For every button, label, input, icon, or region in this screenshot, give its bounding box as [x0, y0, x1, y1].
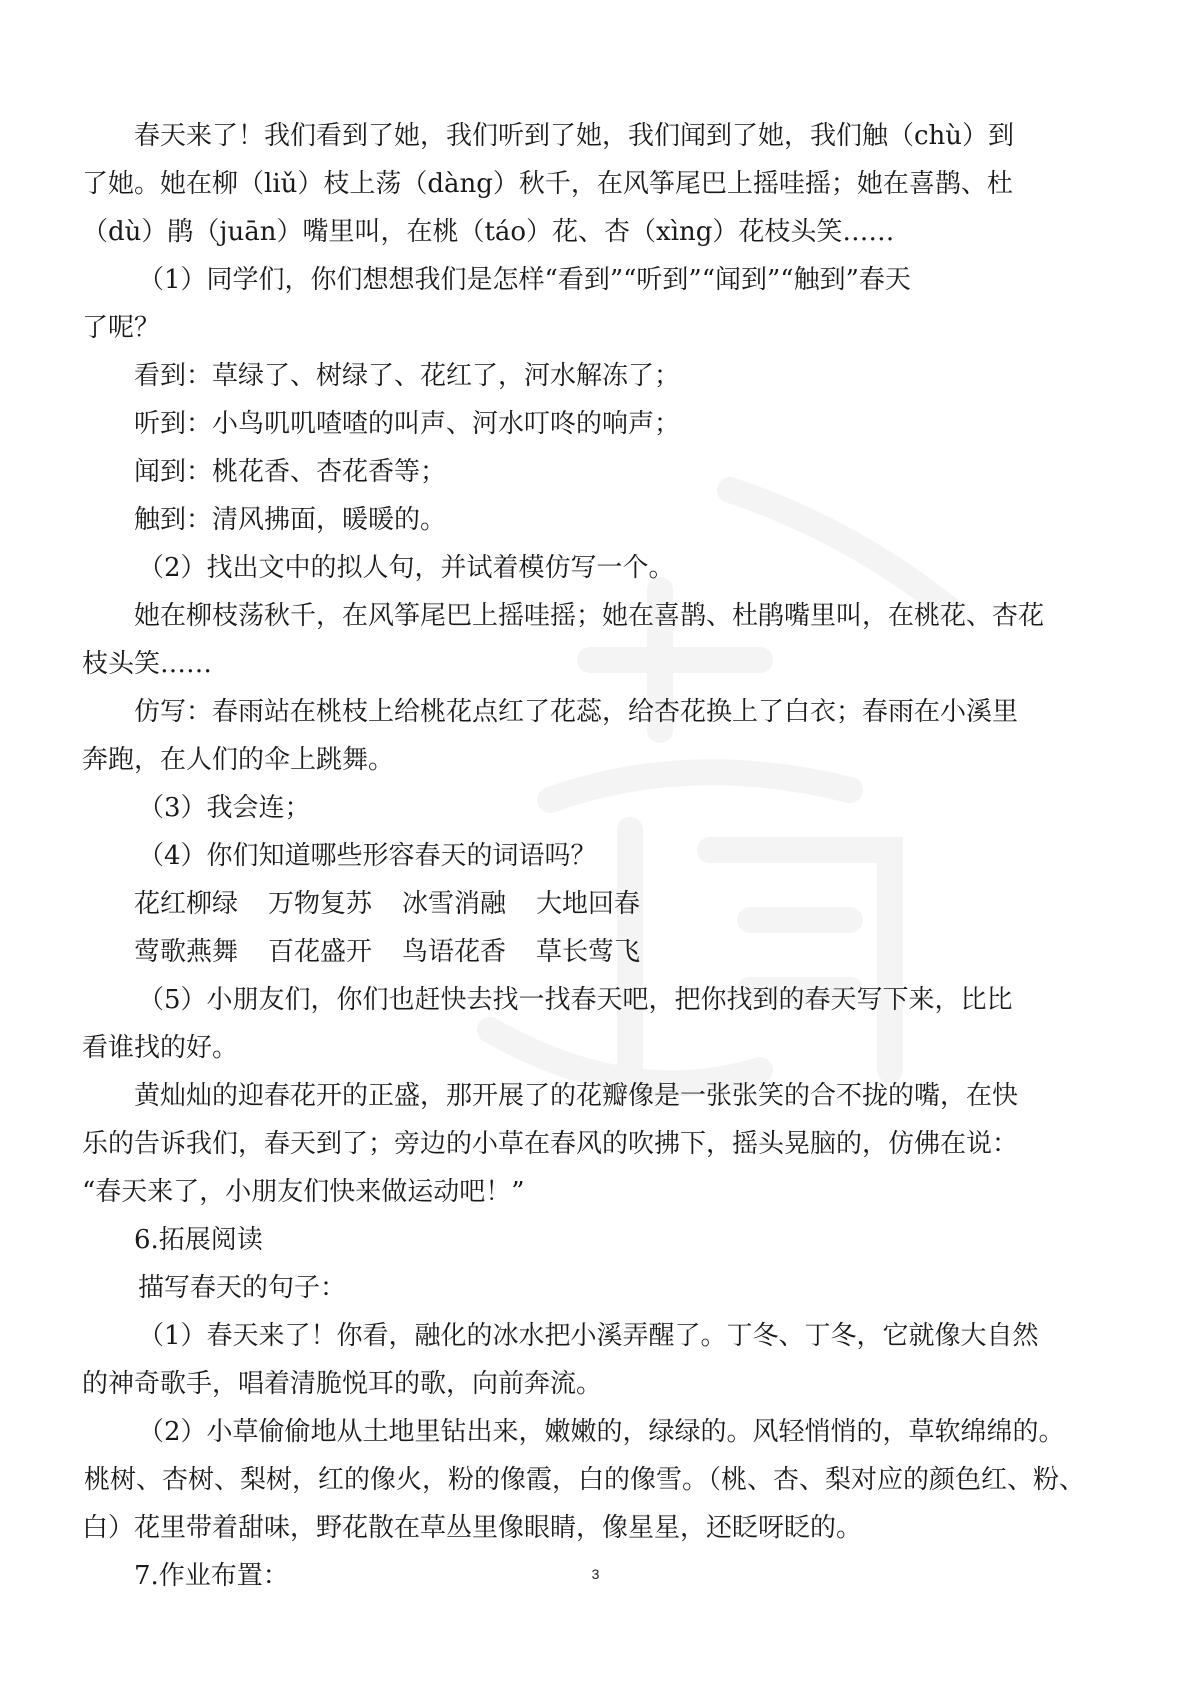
intro-line-1: 春天来了！我们看到了她，我们听到了她，我们闻到了她，我们触（chù）到: [134, 121, 1015, 151]
section-7-heading: 7.作业布置：: [134, 1561, 289, 1591]
spring-word: 万物复苏: [268, 889, 373, 919]
sense-hear: 听到：小鸟叽叽喳喳的叫声、河水叮咚的响声；: [134, 409, 681, 439]
spring-words-row-2: [82, 928, 1112, 976]
question-2-answer-line-2: 枝头笑……: [82, 649, 213, 679]
question-4: （4）你们知道哪些形容春天的词语吗？: [138, 841, 597, 871]
question-2: （2）找出文中的拟人句，并试着模仿写一个。: [138, 553, 675, 583]
reading-1-line-2: 的神奇歌手，唱着清脆悦耳的歌，向前奔流。: [82, 1369, 603, 1399]
question-1-line-2: 了呢？: [82, 313, 161, 343]
spring-words-row-1: [82, 880, 1112, 928]
document-body: [82, 112, 1112, 1600]
section-6-heading: 6.拓展阅读: [134, 1225, 263, 1255]
question-3: （3）我会连；: [138, 793, 311, 823]
question-5-answer-line-3: “春天来了，小朋友们快来做运动吧！”: [82, 1177, 525, 1207]
imitation-line-1: 仿写：春雨站在桃枝上给桃花点红了花蕊，给杏花换上了白衣；春雨在小溪里: [134, 697, 1019, 727]
question-5-answer-line-2: 乐的告诉我们，春天到了；旁边的小草在春风的吹拂下，摇头晃脑的，仿佛在说：: [82, 1129, 1019, 1159]
page-number: 3: [591, 1566, 600, 1582]
spring-word: 百花盛开: [268, 937, 373, 967]
question-5-answer-line-1: 黄灿灿的迎春花开的正盛，那开展了的花瓣像是一张张笑的合不拢的嘴，在快: [134, 1081, 1019, 1111]
question-1-line-1: （1）同学们，你们想想我们是怎样“看到”“听到”“闻到”“触到”春天: [138, 265, 911, 295]
intro-line-2: 了她。她在柳（liǔ）枝上荡（dàng）秋千，在风筝尾巴上摇哇摇；她在喜鹊、杜: [82, 169, 1013, 199]
reading-2-line-2: 桃树、杏树、梨树，红的像火，粉的像霞，白的像雪。（桃、杏、梨对应的颜色红、粉、: [84, 1465, 1086, 1495]
question-5-line-2: 看谁找的好。: [82, 1033, 239, 1063]
spring-word: 莺歌燕舞: [134, 937, 239, 967]
intro-line-3: （dù）鹃（juān）嘴里叫，在桃（táo）花、杏（xìng）花枝头笑……: [82, 217, 895, 247]
section-6-subheading: 描写春天的句子：: [138, 1273, 347, 1303]
spring-word: 花红柳绿: [134, 889, 239, 919]
spring-word: 草长莺飞: [536, 937, 641, 967]
imitation-line-2: 奔跑，在人们的伞上跳舞。: [82, 745, 395, 775]
sense-smell: 闻到：桃花香、杏花香等；: [134, 457, 447, 487]
spring-word: 鸟语花香: [402, 937, 507, 967]
question-5-line-1: （5）小朋友们，你们也赶快去找一找春天吧，把你找到的春天写下来，比比: [138, 985, 1013, 1015]
spring-word: 冰雪消融: [402, 889, 507, 919]
question-2-answer-line-1: 她在柳枝荡秋千，在风筝尾巴上摇哇摇；她在喜鹊、杜鹃嘴里叫，在桃花、杏花: [134, 601, 1045, 631]
sense-touch: 触到：清风拂面，暖暖的。: [134, 505, 447, 535]
sense-see: 看到：草绿了、树绿了、花红了，河水解冻了；: [134, 361, 681, 391]
reading-2-line-3: 白）花里带着甜味，野花散在草丛里像眼睛，像星星，还眨呀眨的。: [82, 1513, 863, 1543]
spring-word: 大地回春: [536, 889, 641, 919]
reading-1-line-1: （1）春天来了！你看，融化的冰水把小溪弄醒了。丁冬、丁冬，它就像大自然: [138, 1321, 1039, 1351]
reading-2-line-1: （2）小草偷偷地从土地里钻出来，嫩嫩的，绿绿的。风轻悄悄的，草软绵绵的。: [138, 1417, 1065, 1447]
